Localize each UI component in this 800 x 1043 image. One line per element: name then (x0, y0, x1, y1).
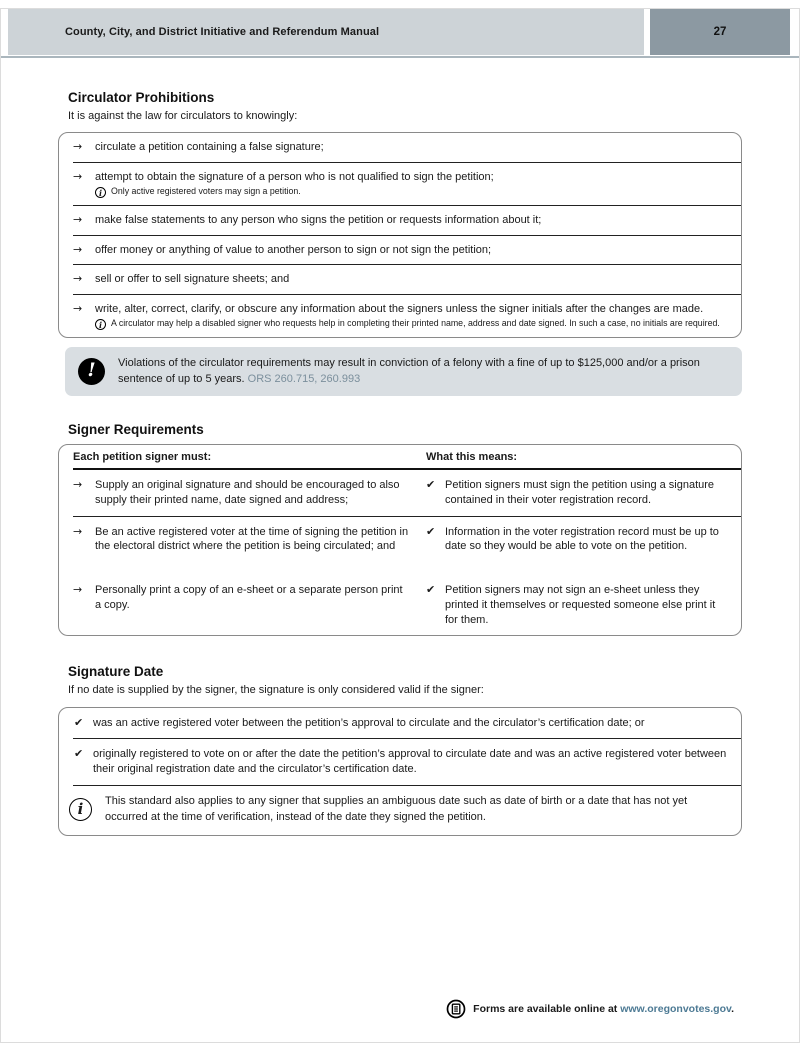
content (58, 90, 742, 836)
table-header-row (59, 445, 741, 468)
page-number-box (650, 8, 790, 55)
footer (446, 999, 734, 1019)
circulator-prohibitions-heading: Circulator Prohibitions (68, 90, 215, 105)
page-header (8, 8, 790, 55)
arrow-icon: → (73, 242, 83, 256)
must-cell (73, 525, 410, 554)
signature-note-text: This standard also applies to any signer that supplies an ambiguous date such as date of birth or a date that has not yet occurred at the time of verification, instead of the date they signed the petition. (105, 795, 688, 823)
must-text: Supply an original signature and should be encouraged to also supply their printed name, date signed and address; (95, 479, 400, 506)
info-note-text: Only active registered voters may sign a petition. (111, 186, 301, 197)
arrow-icon: → (73, 583, 83, 597)
signature-rule-item (59, 739, 741, 785)
alert-icon: ! (78, 358, 105, 385)
means-cell (426, 478, 729, 507)
prohibition-text: make false statements to any person who signs the petition or requests information about it; (95, 214, 542, 227)
warning-text: Violations of the circulator requirements may result in conviction of a felony with a fine of up to $125,000 and/or a prison sentence of up to 5 years. (118, 357, 700, 385)
warning-message (118, 356, 726, 387)
prohibition-item (59, 295, 741, 338)
info-icon: i (69, 798, 92, 821)
footer-text: Forms are available online at (473, 1003, 621, 1015)
check-icon: ✔ (74, 715, 84, 729)
prohibition-body (95, 170, 731, 199)
signer-requirements-heading: Signer Requirements (68, 422, 204, 438)
prohibitions-box (58, 132, 742, 338)
column-header-must: Each petition signer must: (73, 451, 212, 464)
page (0, 8, 800, 1043)
arrow-icon: → (73, 301, 83, 315)
check-icon: ✔ (426, 478, 436, 492)
prohibition-item (59, 236, 741, 265)
table-row (59, 470, 741, 515)
arrow-icon: → (73, 272, 83, 286)
warning-callout (65, 347, 742, 396)
prohibition-text: write, alter, correct, clarify, or obscure any information about the signers unless the signer initials after the changes are made. (95, 302, 704, 315)
must-text: Personally print a copy of an e-sheet or a separate person print a copy. (95, 584, 403, 611)
arrow-icon: → (73, 478, 83, 492)
table-row (59, 575, 741, 635)
column-header-means: What this means: (426, 451, 518, 464)
means-cell (426, 525, 729, 554)
prohibition-body (95, 272, 731, 287)
signature-rule-text: originally registered to vote on or after the date the petition’s approval to circulate date and was an active registered voter between their original registration date and the circulator’s certification date. (93, 748, 727, 776)
signer-requirements-table (58, 444, 742, 636)
signature-date-box (58, 707, 742, 836)
footer-link[interactable]: www.oregonvotes.gov (620, 1003, 732, 1015)
means-cell (426, 583, 729, 627)
prohibition-body (95, 302, 731, 331)
page-number: 27 (713, 25, 727, 38)
signature-rules-list (59, 708, 741, 787)
prohibition-item (59, 265, 741, 294)
info-icon: i (95, 319, 106, 330)
forms-document-icon (446, 999, 466, 1019)
prohibition-item (59, 206, 741, 235)
must-cell (73, 478, 410, 507)
arrow-icon: → (73, 213, 83, 227)
check-icon: ✔ (426, 524, 436, 538)
info-note (95, 318, 731, 330)
ors-citation-link[interactable]: ORS 260.715, 260.993 (247, 372, 361, 385)
arrow-icon: → (73, 169, 83, 183)
info-icon: i (95, 187, 106, 198)
prohibition-text: attempt to obtain the signature of a person who is not qualified to sign the petition; (95, 170, 494, 183)
footer-period: . (731, 1003, 734, 1015)
must-cell (73, 583, 410, 627)
check-icon: ✔ (426, 583, 436, 597)
table-body (59, 470, 741, 635)
footer-line (473, 1003, 734, 1015)
info-note-text: A circulator may help a disabled signer who requests help in completing their printed name, address and date signed. In such a case, no initials are required. (111, 318, 720, 329)
prohibition-body (95, 243, 731, 258)
arrow-icon: → (73, 524, 83, 538)
means-text: Petition signers must sign the petition using a signature contained in their voter registration record. (445, 479, 715, 506)
prohibition-item (59, 163, 741, 206)
prohibition-body (95, 140, 731, 155)
prohibition-text: circulate a petition containing a false signature; (95, 141, 324, 154)
prohibition-item (59, 133, 741, 162)
info-note (95, 186, 731, 198)
table-row (59, 517, 741, 562)
signature-rule-text: was an active registered voter between the petition’s approval to circulate and the circulator’s certification date; or (93, 716, 645, 729)
check-icon: ✔ (74, 747, 84, 761)
prohibition-body (95, 213, 731, 228)
must-text: Be an active registered voter at the time of signing the petition in the electoral district where the petition is being circulated; and (95, 525, 409, 553)
arrow-icon: → (73, 140, 83, 154)
header-title-bar (8, 8, 644, 55)
header-rule (0, 56, 800, 58)
manual-title: County, City, and District Initiative and Referendum Manual (65, 25, 380, 38)
signature-rule-item (59, 708, 741, 739)
signature-date-heading: Signature Date (68, 664, 164, 680)
signature-note-row (59, 786, 741, 835)
prohibition-text: sell or offer to sell signature sheets; and (95, 273, 290, 286)
circulator-intro: It is against the law for circulators to knowingly: (68, 110, 298, 122)
means-text: Petition signers may not sign an e-sheet unless they printed it themselves or requested someone else print it for them. (445, 584, 716, 626)
means-text: Information in the voter registration record must be up to date so they would be able to vote on the petition. (445, 525, 719, 553)
signature-date-intro: If no date is supplied by the signer, the signature is only considered valid if the signer: (68, 684, 484, 697)
prohibition-text: offer money or anything of value to another person to sign or not sign the petition; (95, 243, 492, 256)
